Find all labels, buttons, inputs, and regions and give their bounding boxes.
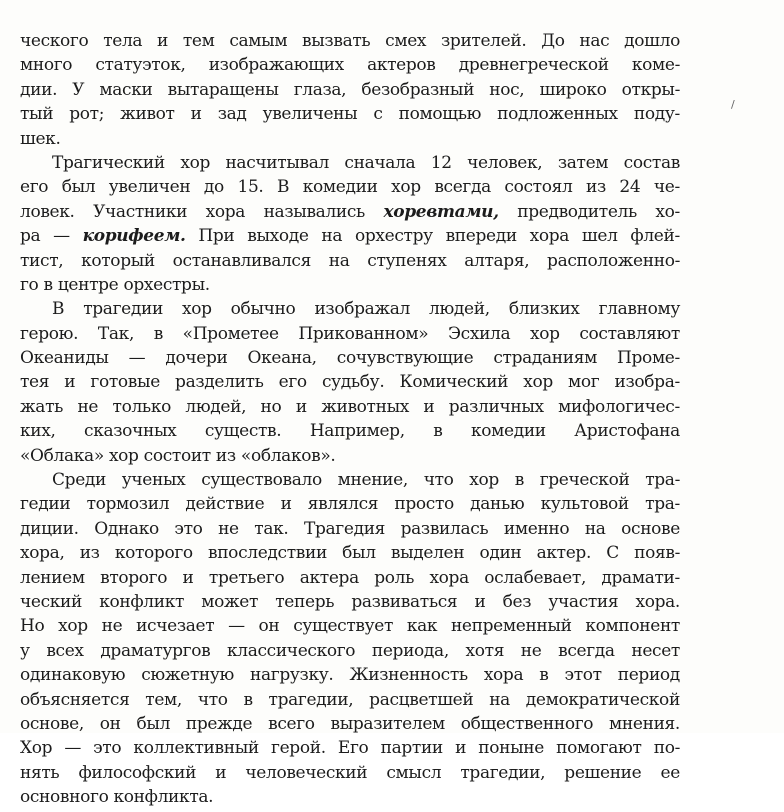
text-line: гедии тормозил действие и являлся просто данью культовой тра- [20, 494, 680, 515]
text-line: Трагический хор насчитывал сначала 12 человек, затем состав [52, 152, 680, 173]
text-line: Хор — это коллективный герой. Его партии и поныне помогают по- [20, 738, 680, 759]
text-line: шек. [20, 128, 61, 149]
text-line: основного конфликта. [20, 787, 214, 808]
body-text [20, 31, 680, 812]
text-line: его был увеличен до 15. В комедии хор всегда состоял из 24 че- [20, 177, 680, 198]
text-line: тист, который останавливался на ступенях алтаря, расположенно- [20, 250, 680, 271]
text-line: ческого тела и тем самым вызвать смех зрителей. До нас дошло [20, 31, 680, 51]
text-line: ческий конфликт может теперь развиваться и без участия хора. [20, 591, 680, 612]
text-line: хора, из которого впоследствии был выделен один актер. С появ- [20, 543, 680, 564]
text-line: тый рот; живот и зад увеличены с помощью подложенных поду- [20, 104, 680, 125]
text-line: объясняется тем, что в трагедии, расцветшей на демократической [20, 689, 680, 710]
text-line: ловек. Участники хора назывались хоревтами, предводитель хо- [20, 201, 680, 222]
text-line: Океаниды — дочери Океана, сочувствующие страданиям Проме- [20, 348, 680, 369]
text-line: одинаковую сюжетную нагрузку. Жизненность хора в этот период [20, 665, 680, 686]
text-line: ких, сказочных существ. Например, в комедии Аристофана [20, 421, 680, 442]
text-line: Среди ученых существовало мнение, что хор в греческой тра- [52, 470, 680, 491]
text-line: го в центре орхестры. [20, 274, 210, 295]
paragraph [20, 31, 680, 153]
text-line: тея и готовые разделить его судьбу. Комический хор мог изобра- [20, 372, 680, 393]
text-line: ра — корифеем. При выходе на орхестру впереди хора шел флей- [20, 226, 680, 247]
text-line: Но хор не исчезает — он существует как непременный компонент [20, 616, 680, 637]
text-line: у всех драматургов классического периода, хотя не всегда несет [20, 640, 680, 661]
text-line: лением второго и третьего актера роль хора ослабевает, драмати- [20, 567, 680, 588]
text-line: дии. У маски вытаращены глаза, безобразный нос, широко откры- [20, 79, 680, 100]
paragraph [20, 299, 680, 470]
margin-mark: / [731, 98, 735, 111]
text-line: жать не только людей, но и животных и различных мифологичес- [20, 396, 680, 417]
text-line: основе, он был прежде всего выразителем общественного мнения. [20, 713, 680, 734]
paragraph [20, 470, 680, 811]
text-line: герою. Так, в «Прометее Прикованном» Эсхила хор составляют [20, 323, 680, 344]
paragraph [20, 153, 680, 299]
text-line: диции. Однако это не так. Трагедия развилась именно на основе [20, 518, 680, 539]
text-line: много статуэток, изображающих актеров древнегреческой коме- [20, 55, 680, 76]
text-line: «Облака» хор состоит из «облаков». [20, 445, 336, 466]
text-line: нять философский и человеческий смысл трагедии, решение ее [20, 762, 680, 783]
text-line: В трагедии хор обычно изображал людей, близких главному [52, 299, 680, 320]
